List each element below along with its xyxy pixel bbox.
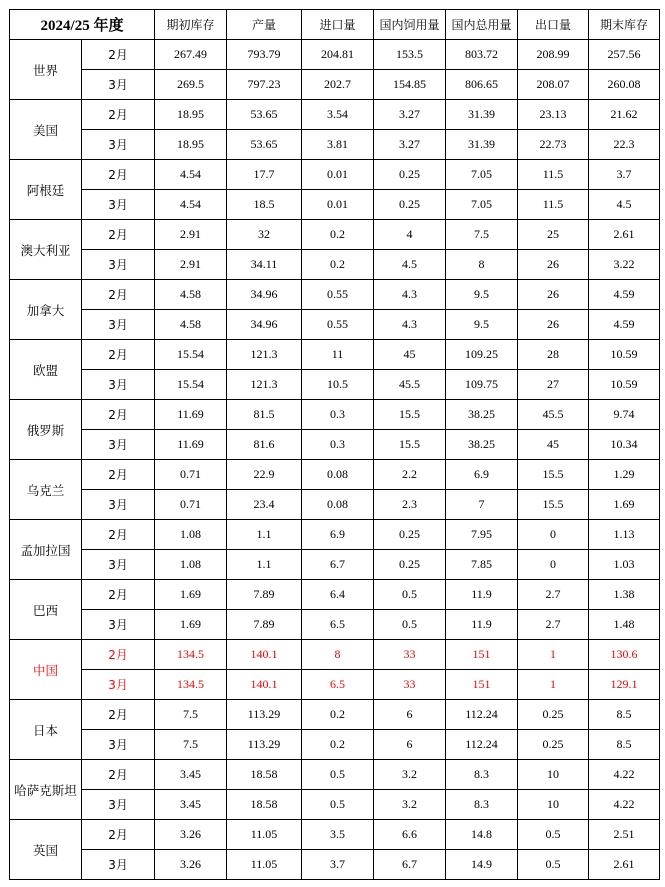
value-cell: 1.29 — [589, 460, 660, 490]
table-row — [10, 760, 660, 790]
value-cell: 1.69 — [155, 580, 227, 610]
header-row — [10, 10, 660, 40]
header-exports: 出口量 — [518, 10, 589, 40]
value-cell: 109.75 — [446, 370, 518, 400]
value-cell: 4.59 — [589, 280, 660, 310]
table-row — [10, 490, 660, 520]
value-cell: 0.25 — [374, 160, 446, 190]
value-cell: 3.2 — [374, 760, 446, 790]
value-cell: 8.5 — [589, 730, 660, 760]
month-label: 3月 — [82, 550, 155, 580]
value-cell: 32 — [227, 220, 302, 250]
country-name: 澳大利亚 — [10, 220, 82, 280]
table-row — [10, 100, 660, 130]
month-label: 2月 — [82, 400, 155, 430]
month-label: 2月 — [82, 340, 155, 370]
value-cell: 33 — [374, 640, 446, 670]
table-row — [10, 730, 660, 760]
table-row — [10, 520, 660, 550]
table-row — [10, 190, 660, 220]
value-cell: 2.3 — [374, 490, 446, 520]
value-cell: 18.58 — [227, 790, 302, 820]
country-name: 孟加拉国 — [10, 520, 82, 580]
value-cell: 7.5 — [155, 730, 227, 760]
table-row — [10, 400, 660, 430]
table-row — [10, 40, 660, 70]
table-title: 2024/25 年度 — [10, 10, 155, 40]
value-cell: 21.62 — [589, 100, 660, 130]
month-label: 2月 — [82, 580, 155, 610]
value-cell: 4.5 — [589, 190, 660, 220]
value-cell: 0.5 — [302, 790, 374, 820]
value-cell: 18.58 — [227, 760, 302, 790]
value-cell: 2.2 — [374, 460, 446, 490]
country-name: 阿根廷 — [10, 160, 82, 220]
table-row — [10, 850, 660, 880]
value-cell: 151 — [446, 640, 518, 670]
table-row — [10, 160, 660, 190]
value-cell: 2.61 — [589, 850, 660, 880]
value-cell: 4 — [374, 220, 446, 250]
value-cell: 9.74 — [589, 400, 660, 430]
value-cell: 0.01 — [302, 160, 374, 190]
value-cell: 15.5 — [374, 400, 446, 430]
value-cell: 1.08 — [155, 550, 227, 580]
month-label: 2月 — [82, 40, 155, 70]
value-cell: 10.59 — [589, 340, 660, 370]
value-cell: 260.08 — [589, 70, 660, 100]
value-cell: 53.65 — [227, 130, 302, 160]
month-label: 2月 — [82, 280, 155, 310]
value-cell: 6.5 — [302, 610, 374, 640]
value-cell: 130.6 — [589, 640, 660, 670]
table-row — [10, 550, 660, 580]
value-cell: 6.9 — [302, 520, 374, 550]
value-cell: 3.2 — [374, 790, 446, 820]
value-cell: 10.5 — [302, 370, 374, 400]
value-cell: 204.81 — [302, 40, 374, 70]
value-cell: 18.95 — [155, 130, 227, 160]
value-cell: 269.5 — [155, 70, 227, 100]
month-label: 2月 — [82, 760, 155, 790]
value-cell: 10.34 — [589, 430, 660, 460]
value-cell: 11.9 — [446, 580, 518, 610]
value-cell: 3.26 — [155, 850, 227, 880]
value-cell: 1.38 — [589, 580, 660, 610]
table-row — [10, 370, 660, 400]
value-cell: 0.5 — [518, 820, 589, 850]
month-label: 2月 — [82, 160, 155, 190]
value-cell: 0.08 — [302, 460, 374, 490]
value-cell: 1.1 — [227, 550, 302, 580]
value-cell: 208.99 — [518, 40, 589, 70]
header-ending-stocks: 期末库存 — [589, 10, 660, 40]
month-label: 3月 — [82, 730, 155, 760]
month-label: 3月 — [82, 130, 155, 160]
value-cell: 6.9 — [446, 460, 518, 490]
month-label: 3月 — [82, 610, 155, 640]
value-cell: 3.45 — [155, 790, 227, 820]
month-label: 2月 — [82, 220, 155, 250]
value-cell: 0.2 — [302, 730, 374, 760]
value-cell: 2.7 — [518, 580, 589, 610]
value-cell: 0.08 — [302, 490, 374, 520]
value-cell: 17.7 — [227, 160, 302, 190]
value-cell: 2.7 — [518, 610, 589, 640]
table-row — [10, 70, 660, 100]
country-name: 加拿大 — [10, 280, 82, 340]
value-cell: 8 — [302, 640, 374, 670]
value-cell: 4.58 — [155, 310, 227, 340]
value-cell: 15.5 — [518, 460, 589, 490]
value-cell: 7.05 — [446, 190, 518, 220]
value-cell: 26 — [518, 280, 589, 310]
value-cell: 15.5 — [518, 490, 589, 520]
value-cell: 4.22 — [589, 760, 660, 790]
value-cell: 0.3 — [302, 400, 374, 430]
header-production: 产量 — [227, 10, 302, 40]
table-row — [10, 580, 660, 610]
month-label: 3月 — [82, 850, 155, 880]
value-cell: 4.22 — [589, 790, 660, 820]
value-cell: 7.89 — [227, 580, 302, 610]
header-beginning-stocks: 期初库存 — [155, 10, 227, 40]
value-cell: 3.22 — [589, 250, 660, 280]
month-label: 3月 — [82, 490, 155, 520]
value-cell: 0.5 — [374, 610, 446, 640]
value-cell: 15.54 — [155, 370, 227, 400]
value-cell: 0 — [518, 550, 589, 580]
value-cell: 18.95 — [155, 100, 227, 130]
value-cell: 4.59 — [589, 310, 660, 340]
value-cell: 33 — [374, 670, 446, 700]
country-name: 英国 — [10, 820, 82, 880]
value-cell: 806.65 — [446, 70, 518, 100]
value-cell: 15.5 — [374, 430, 446, 460]
value-cell: 0.25 — [518, 730, 589, 760]
value-cell: 6.7 — [374, 850, 446, 880]
value-cell: 0.5 — [374, 580, 446, 610]
value-cell: 0.25 — [518, 700, 589, 730]
value-cell: 1.69 — [155, 610, 227, 640]
value-cell: 3.27 — [374, 100, 446, 130]
value-cell: 0.5 — [518, 850, 589, 880]
value-cell: 26 — [518, 310, 589, 340]
value-cell: 11.69 — [155, 430, 227, 460]
supply-demand-table — [9, 9, 660, 880]
value-cell: 34.96 — [227, 280, 302, 310]
table-row — [10, 310, 660, 340]
value-cell: 1 — [518, 670, 589, 700]
table-row — [10, 130, 660, 160]
month-label: 2月 — [82, 100, 155, 130]
value-cell: 6.7 — [302, 550, 374, 580]
table-row — [10, 340, 660, 370]
value-cell: 8.5 — [589, 700, 660, 730]
month-label: 2月 — [82, 640, 155, 670]
table-row — [10, 670, 660, 700]
value-cell: 9.5 — [446, 280, 518, 310]
value-cell: 28 — [518, 340, 589, 370]
value-cell: 23.13 — [518, 100, 589, 130]
value-cell: 3.54 — [302, 100, 374, 130]
value-cell: 151 — [446, 670, 518, 700]
value-cell: 113.29 — [227, 700, 302, 730]
value-cell: 14.9 — [446, 850, 518, 880]
value-cell: 140.1 — [227, 640, 302, 670]
value-cell: 11.5 — [518, 160, 589, 190]
value-cell: 267.49 — [155, 40, 227, 70]
country-name: 巴西 — [10, 580, 82, 640]
value-cell: 4.54 — [155, 160, 227, 190]
country-name: 美国 — [10, 100, 82, 160]
value-cell: 10 — [518, 760, 589, 790]
month-label: 3月 — [82, 190, 155, 220]
value-cell: 1.1 — [227, 520, 302, 550]
value-cell: 8.3 — [446, 760, 518, 790]
value-cell: 140.1 — [227, 670, 302, 700]
table-row — [10, 610, 660, 640]
country-name: 俄罗斯 — [10, 400, 82, 460]
value-cell: 9.5 — [446, 310, 518, 340]
value-cell: 2.61 — [589, 220, 660, 250]
value-cell: 2.91 — [155, 220, 227, 250]
value-cell: 1 — [518, 640, 589, 670]
value-cell: 8.3 — [446, 790, 518, 820]
header-imports: 进口量 — [302, 10, 374, 40]
value-cell: 0.25 — [374, 190, 446, 220]
table-row — [10, 220, 660, 250]
value-cell: 25 — [518, 220, 589, 250]
month-label: 2月 — [82, 820, 155, 850]
value-cell: 11 — [302, 340, 374, 370]
value-cell: 8 — [446, 250, 518, 280]
value-cell: 3.7 — [302, 850, 374, 880]
table-row — [10, 820, 660, 850]
value-cell: 154.85 — [374, 70, 446, 100]
table-body — [10, 40, 660, 880]
value-cell: 81.6 — [227, 430, 302, 460]
value-cell: 6.6 — [374, 820, 446, 850]
value-cell: 0.55 — [302, 310, 374, 340]
value-cell: 0.01 — [302, 190, 374, 220]
value-cell: 7 — [446, 490, 518, 520]
value-cell: 153.5 — [374, 40, 446, 70]
value-cell: 6 — [374, 700, 446, 730]
value-cell: 793.79 — [227, 40, 302, 70]
value-cell: 3.45 — [155, 760, 227, 790]
value-cell: 2.51 — [589, 820, 660, 850]
value-cell: 10 — [518, 790, 589, 820]
value-cell: 3.7 — [589, 160, 660, 190]
value-cell: 38.25 — [446, 400, 518, 430]
value-cell: 129.1 — [589, 670, 660, 700]
value-cell: 23.4 — [227, 490, 302, 520]
header-feed-use: 国内饲用量 — [374, 10, 446, 40]
value-cell: 3.26 — [155, 820, 227, 850]
value-cell: 10.59 — [589, 370, 660, 400]
month-label: 3月 — [82, 670, 155, 700]
value-cell: 4.58 — [155, 280, 227, 310]
value-cell: 4.54 — [155, 190, 227, 220]
value-cell: 134.5 — [155, 670, 227, 700]
value-cell: 0.2 — [302, 220, 374, 250]
value-cell: 7.85 — [446, 550, 518, 580]
value-cell: 0 — [518, 520, 589, 550]
value-cell: 11.5 — [518, 190, 589, 220]
value-cell: 2.91 — [155, 250, 227, 280]
value-cell: 1.48 — [589, 610, 660, 640]
value-cell: 15.54 — [155, 340, 227, 370]
value-cell: 31.39 — [446, 130, 518, 160]
value-cell: 112.24 — [446, 700, 518, 730]
value-cell: 0.3 — [302, 430, 374, 460]
value-cell: 0.2 — [302, 700, 374, 730]
value-cell: 11.69 — [155, 400, 227, 430]
table-row — [10, 250, 660, 280]
month-label: 3月 — [82, 430, 155, 460]
country-name: 哈萨克斯坦 — [10, 760, 82, 820]
value-cell: 7.89 — [227, 610, 302, 640]
value-cell: 7.5 — [155, 700, 227, 730]
value-cell: 1.69 — [589, 490, 660, 520]
header-total-use: 国内总用量 — [446, 10, 518, 40]
month-label: 3月 — [82, 790, 155, 820]
value-cell: 0.2 — [302, 250, 374, 280]
value-cell: 11.05 — [227, 820, 302, 850]
month-label: 3月 — [82, 250, 155, 280]
month-label: 3月 — [82, 310, 155, 340]
value-cell: 34.96 — [227, 310, 302, 340]
value-cell: 53.65 — [227, 100, 302, 130]
value-cell: 22.73 — [518, 130, 589, 160]
value-cell: 4.5 — [374, 250, 446, 280]
value-cell: 6.4 — [302, 580, 374, 610]
value-cell: 11.05 — [227, 850, 302, 880]
value-cell: 4.3 — [374, 280, 446, 310]
value-cell: 0.25 — [374, 520, 446, 550]
value-cell: 7.05 — [446, 160, 518, 190]
value-cell: 27 — [518, 370, 589, 400]
value-cell: 45 — [374, 340, 446, 370]
country-name: 乌克兰 — [10, 460, 82, 520]
value-cell: 112.24 — [446, 730, 518, 760]
value-cell: 121.3 — [227, 340, 302, 370]
value-cell: 202.7 — [302, 70, 374, 100]
month-label: 2月 — [82, 520, 155, 550]
value-cell: 257.56 — [589, 40, 660, 70]
value-cell: 121.3 — [227, 370, 302, 400]
table-row — [10, 700, 660, 730]
value-cell: 4.3 — [374, 310, 446, 340]
value-cell: 45.5 — [374, 370, 446, 400]
value-cell: 3.27 — [374, 130, 446, 160]
value-cell: 22.9 — [227, 460, 302, 490]
value-cell: 18.5 — [227, 190, 302, 220]
country-name: 日本 — [10, 700, 82, 760]
value-cell: 109.25 — [446, 340, 518, 370]
table-row — [10, 280, 660, 310]
value-cell: 34.11 — [227, 250, 302, 280]
month-label: 2月 — [82, 460, 155, 490]
value-cell: 3.81 — [302, 130, 374, 160]
value-cell: 1.03 — [589, 550, 660, 580]
value-cell: 797.23 — [227, 70, 302, 100]
table-row — [10, 460, 660, 490]
value-cell: 208.07 — [518, 70, 589, 100]
value-cell: 7.5 — [446, 220, 518, 250]
table-row — [10, 640, 660, 670]
value-cell: 1.13 — [589, 520, 660, 550]
value-cell: 3.5 — [302, 820, 374, 850]
value-cell: 26 — [518, 250, 589, 280]
value-cell: 6.5 — [302, 670, 374, 700]
value-cell: 0.25 — [374, 550, 446, 580]
month-label: 2月 — [82, 700, 155, 730]
table-row — [10, 790, 660, 820]
value-cell: 22.3 — [589, 130, 660, 160]
value-cell: 0.5 — [302, 760, 374, 790]
value-cell: 31.39 — [446, 100, 518, 130]
value-cell: 11.9 — [446, 610, 518, 640]
value-cell: 45 — [518, 430, 589, 460]
value-cell: 7.95 — [446, 520, 518, 550]
value-cell: 0.71 — [155, 460, 227, 490]
value-cell: 0.55 — [302, 280, 374, 310]
value-cell: 1.08 — [155, 520, 227, 550]
value-cell: 803.72 — [446, 40, 518, 70]
country-name: 世界 — [10, 40, 82, 100]
month-label: 3月 — [82, 70, 155, 100]
value-cell: 0.71 — [155, 490, 227, 520]
month-label: 3月 — [82, 370, 155, 400]
value-cell: 14.8 — [446, 820, 518, 850]
value-cell: 6 — [374, 730, 446, 760]
table-row — [10, 430, 660, 460]
value-cell: 38.25 — [446, 430, 518, 460]
value-cell: 45.5 — [518, 400, 589, 430]
country-name: 中国 — [10, 640, 82, 700]
value-cell: 113.29 — [227, 730, 302, 760]
value-cell: 81.5 — [227, 400, 302, 430]
country-name: 欧盟 — [10, 340, 82, 400]
value-cell: 134.5 — [155, 640, 227, 670]
